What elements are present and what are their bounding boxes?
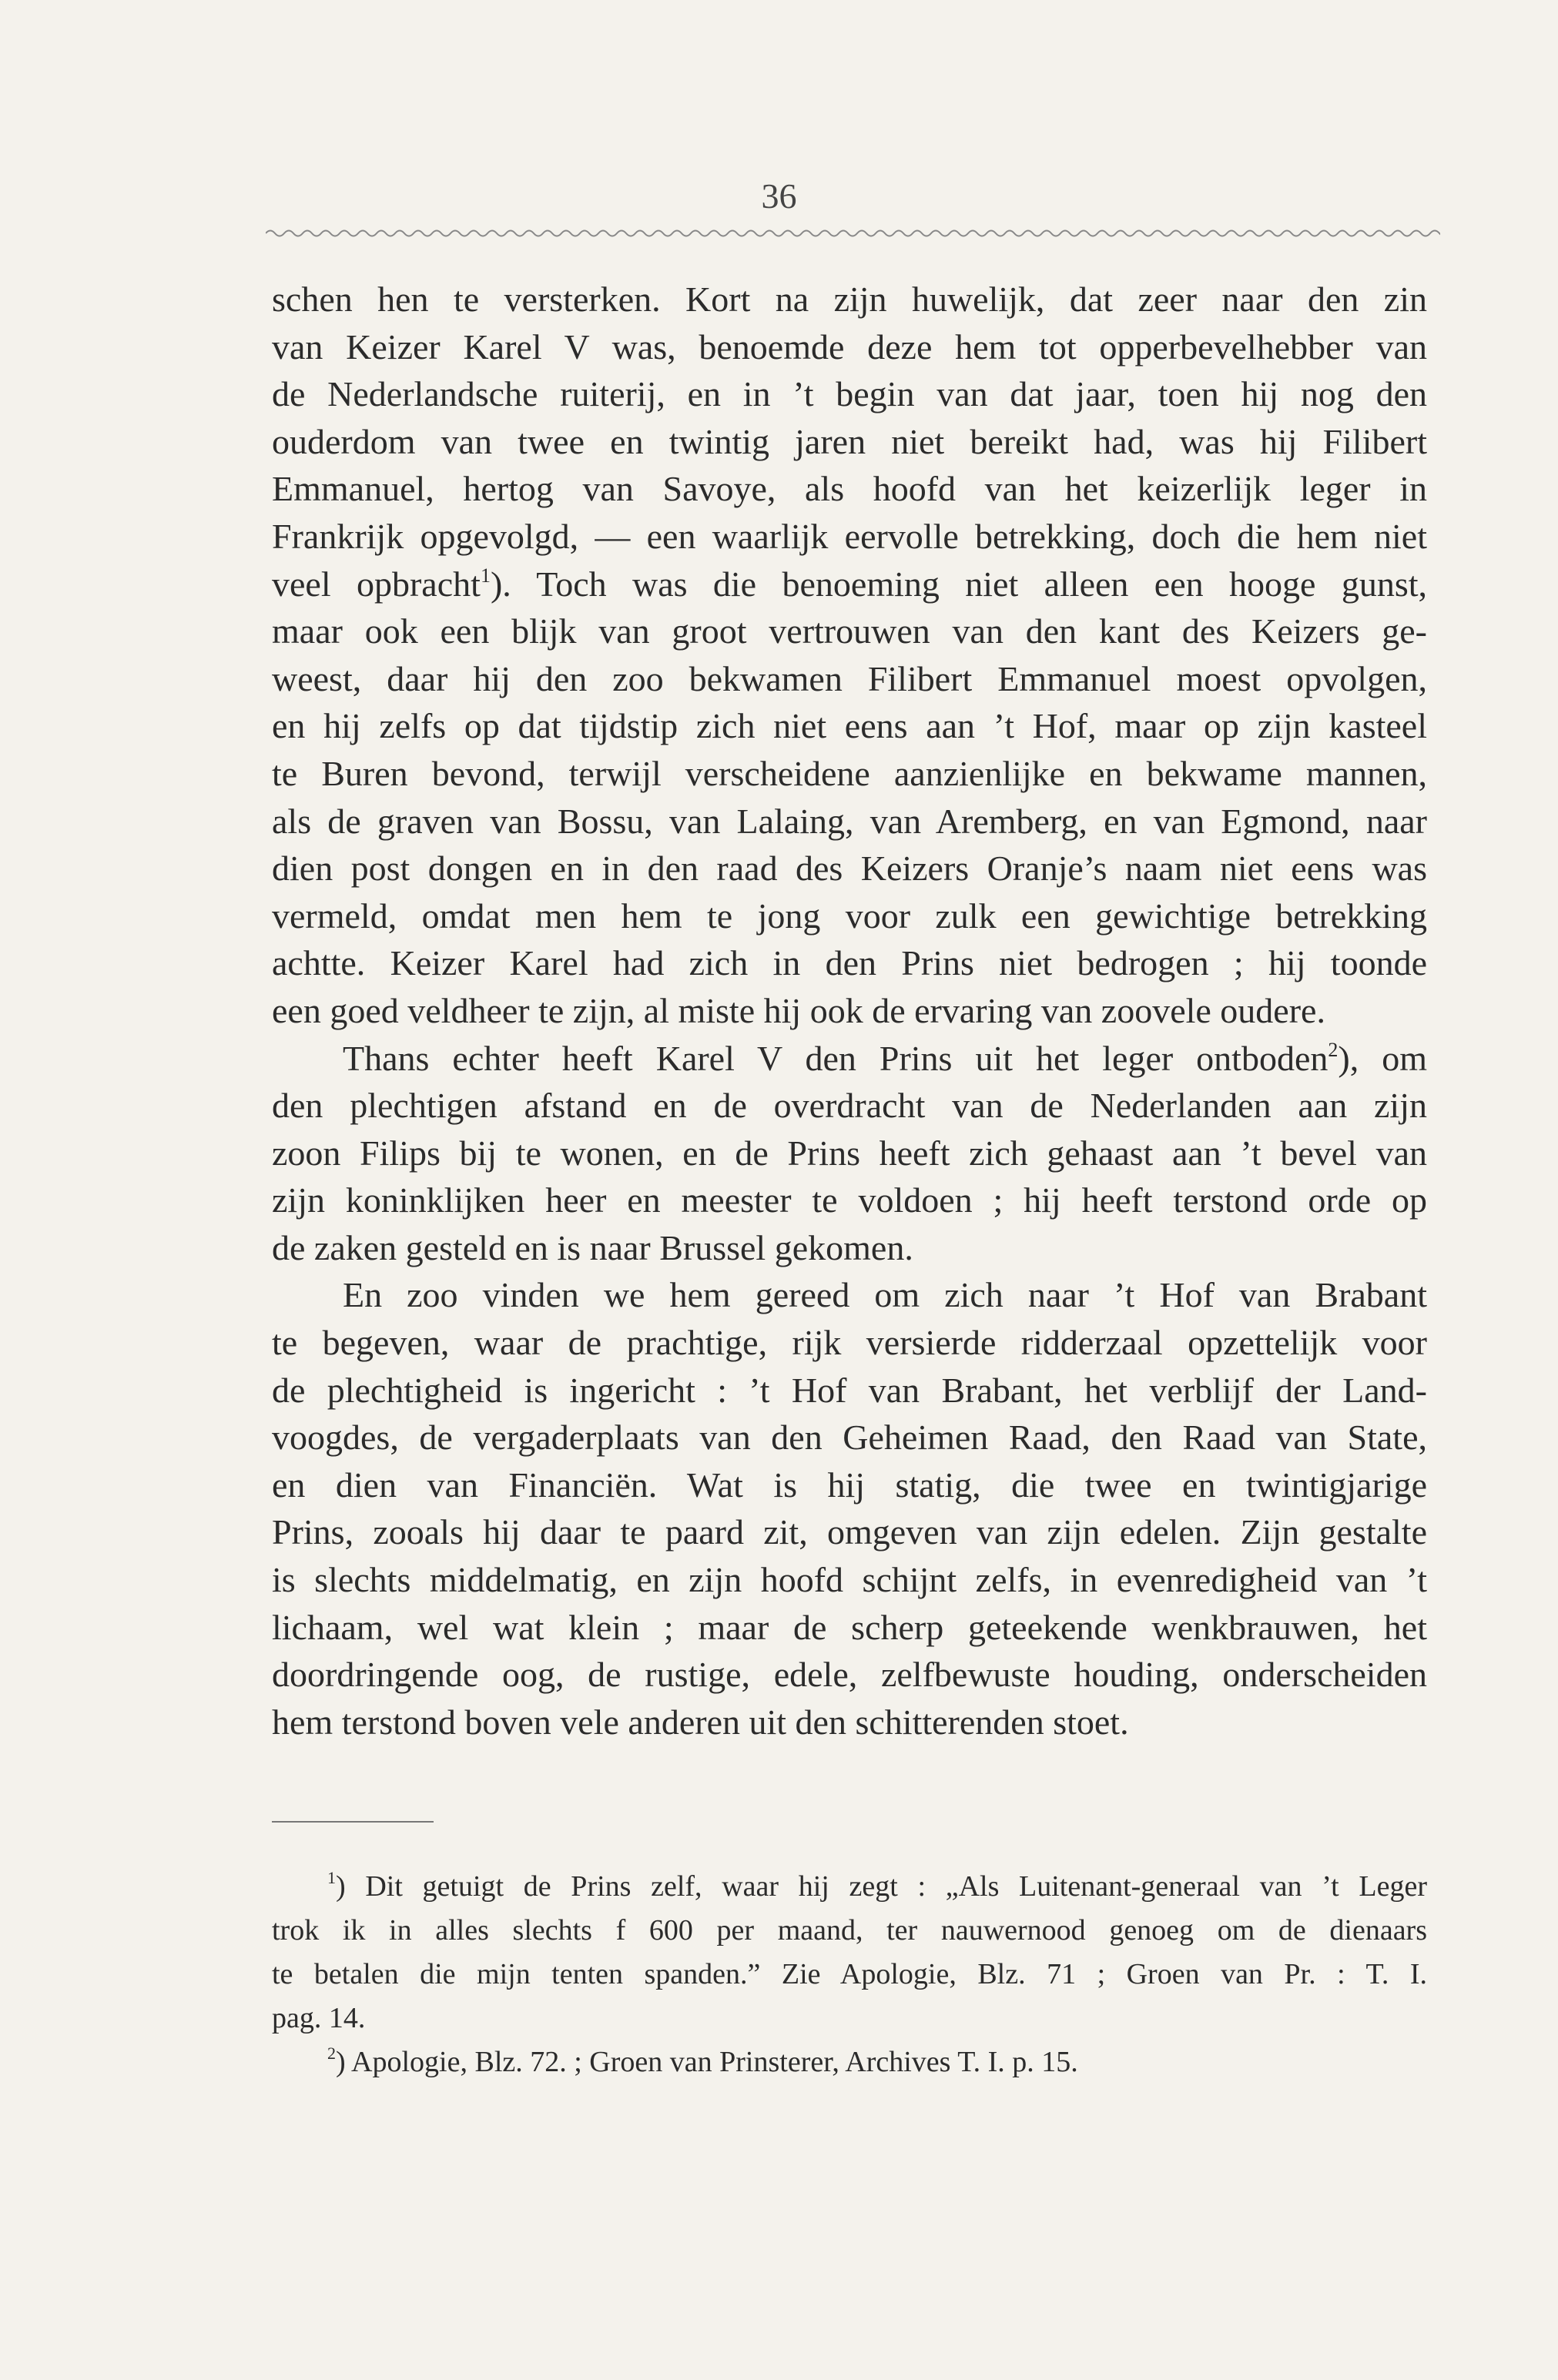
footnote-marker-2: 2: [327, 2044, 336, 2063]
footnote-ref-2: 2: [1328, 1038, 1339, 1061]
text-line: de zaken gesteld en is naar Brussel gekomen.: [272, 1227, 913, 1267]
decorative-wavy-rule: [266, 223, 1440, 243]
text-line: te Buren bevond, terwijl verscheidene aanzienlijke en bekwame mannen,: [272, 753, 1427, 793]
text-fragment: Thans echter heeft Karel V den Prins uit het leger ontboden: [343, 1038, 1328, 1078]
text-line: lichaam, wel wat klein ; maar de scherp geteekende wenkbrauwen, het: [272, 1607, 1427, 1647]
text-line: van Keizer Karel V was, benoemde deze hem tot opperbevelhebber van: [272, 326, 1427, 367]
text-line: doordringende oog, de rustige, edele, zelfbewuste houding, onderscheiden: [272, 1655, 1427, 1695]
text-line: den plechtigen afstand en de overdracht van de Nederlanden aan zijn: [272, 1086, 1427, 1126]
text-line: zoon Filips bij te wonen, en de Prins heeft zich gehaast aan ’t bevel van: [272, 1133, 1427, 1173]
text-line: de plechtigheid is ingericht : ’t Hof van Brabant, het verblijf der Land-: [272, 1370, 1427, 1410]
text-fragment: ) Apologie, Blz. 72. ; Groen van Prinsterer, Archives T. I. p. 15.: [336, 2046, 1078, 2078]
footnote-separator: [272, 1821, 434, 1823]
text-line: een goed veldheer te zijn, al miste hij ook de ervaring van zoovele oudere.: [272, 990, 1325, 1030]
footnote-ref-1: 1: [480, 564, 491, 587]
text-line: voogdes, de vergaderplaats van den Geheimen Raad, den Raad van State,: [272, 1418, 1427, 1458]
footnote-line: trok ik in alles slechts f 600 per maand, ter nauwernood genoeg om de dienaars: [272, 1914, 1427, 1947]
text-line: te begeven, waar de prachtige, rijk versierde ridderzaal opzettelijk voor: [272, 1323, 1427, 1363]
text-line: de Nederlandsche ruiterij, en in ’t begin van dat jaar, toen hij nog den: [272, 374, 1427, 414]
footnote-marker-1: 1: [327, 1868, 336, 1887]
text-line: [272, 561, 1427, 608]
text-line: vermeld, omdat men hem te jong voor zulk een gewichtige betrekking: [272, 895, 1427, 936]
text-line: maar ook een blijk van groot vertrouwen van den kant des Keizers ge-: [272, 611, 1427, 651]
text-line: schen hen te versterken. Kort na zijn huwelijk, dat zeer naar den zin: [272, 280, 1427, 319]
footnote-line: [272, 2040, 1427, 2084]
text-fragment: veel opbracht: [272, 564, 481, 604]
text-line: Prins, zooals hij daar te paard zit, omgeven van zijn edelen. Zijn gestalte: [272, 1512, 1427, 1552]
footnotes: [272, 1865, 1427, 2084]
text-fragment: ). Toch was die benoeming niet alleen een hooge gunst,: [490, 564, 1427, 604]
text-line: [272, 1035, 1427, 1083]
text-line: weest, daar hij den zoo bekwamen Filibert Emmanuel moest opvolgen,: [272, 658, 1427, 698]
text-fragment: ), om: [1338, 1038, 1427, 1078]
text-line: dien post dongen en in den raad des Keizers Oranje’s naam niet eens was: [272, 849, 1427, 889]
text-line: als de graven van Bossu, van Lalaing, van Aremberg, en van Egmond, naar: [272, 801, 1427, 841]
text-line: ouderdom van twee en twintig jaren niet bereikt had, was hij Filibert: [272, 421, 1427, 461]
text-line: zijn koninklijken heer en meester te voldoen ; hij heeft terstond orde op: [272, 1180, 1427, 1220]
footnote-line: te betalen die mijn tenten spanden.” Zie Apologie, Blz. 71 ; Groen van Pr. : T. I.: [272, 1958, 1427, 1990]
page-number: 36: [761, 176, 797, 216]
footnote-line: [272, 1865, 1427, 1909]
text-fragment: ) Dit getuigt de Prins zelf, waar hij zegt : „Als Luitenant-generaal van ’t Leger: [336, 1870, 1427, 1903]
text-line: en dien van Financiën. Wat is hij statig, die twee en twintigjarige: [272, 1464, 1427, 1505]
text-line: en hij zelfs op dat tijdstip zich niet eens aan ’t Hof, maar op zijn kasteel: [272, 706, 1427, 746]
text-line: is slechts middelmatig, en zijn hoofd schijnt zelfs, in evenredigheid van ’t: [272, 1560, 1427, 1600]
text-line: Frankrijk opgevolgd, — een waarlijk eervolle betrekking, doch die hem niet: [272, 516, 1427, 556]
footnote-line: pag. 14.: [272, 2002, 366, 2034]
text-line: achtte. Keizer Karel had zich in den Prins niet bedrogen ; hij toonde: [272, 943, 1427, 983]
body-text: [272, 276, 1427, 1746]
text-line: En zoo vinden we hem gereed om zich naar ’t Hof van Brabant: [343, 1275, 1427, 1315]
text-line: Emmanuel, hertog van Savoye, als hoofd van het keizerlijk leger in: [272, 469, 1427, 509]
text-line: hem terstond boven vele anderen uit den schitterenden stoet.: [272, 1702, 1129, 1742]
